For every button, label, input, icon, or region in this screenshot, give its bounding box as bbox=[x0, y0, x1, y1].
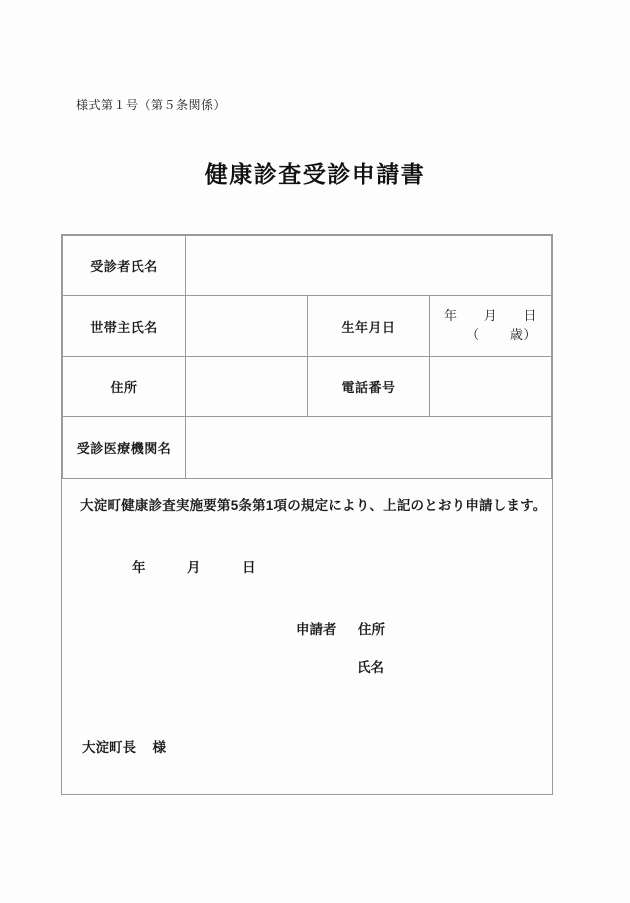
statement-section bbox=[62, 478, 552, 796]
row-label-birthdate: 生年月日 bbox=[308, 296, 430, 357]
table-row bbox=[63, 357, 552, 417]
date-year-unit: 年 bbox=[132, 560, 146, 575]
row-label-medical-institution: 受診医療機関名 bbox=[63, 417, 186, 479]
date-month-unit: 月 bbox=[187, 560, 201, 575]
statement-text: 大淀町健康診査実施要第5条第1項の規定により、上記のとおり申請します。 bbox=[80, 498, 547, 513]
form-number: 様式第１号（第５条関係） bbox=[76, 98, 227, 112]
row-label-phone: 電話番号 bbox=[308, 357, 430, 417]
field-medical-institution[interactable] bbox=[186, 417, 552, 479]
table-row bbox=[63, 236, 552, 296]
addressee-line bbox=[82, 736, 166, 756]
date-day-unit: 日 bbox=[242, 560, 256, 575]
row-label-householder-name: 世帯主氏名 bbox=[63, 296, 186, 357]
addressee-title: 大淀町長 bbox=[82, 740, 136, 755]
application-form-box bbox=[61, 234, 553, 795]
field-birthdate[interactable] bbox=[430, 296, 552, 357]
addressee-honorific: 様 bbox=[152, 740, 167, 755]
applicant-info-table bbox=[62, 235, 552, 479]
field-examinee-name[interactable] bbox=[186, 236, 552, 296]
table-row bbox=[63, 296, 552, 357]
table-row bbox=[63, 417, 552, 479]
applicant-address-label: 住所 bbox=[358, 622, 386, 637]
birthdate-ymd-line bbox=[430, 307, 551, 326]
submission-date-line[interactable] bbox=[132, 556, 256, 576]
row-label-examinee-name: 受診者氏名 bbox=[63, 236, 186, 296]
applicant-name-label[interactable]: 氏名 bbox=[357, 660, 384, 675]
page-title: 健康診査受診申請書 bbox=[204, 161, 426, 187]
applicant-address-line[interactable] bbox=[296, 618, 385, 638]
birthdate-age-line bbox=[430, 326, 551, 345]
birthdate-month-unit: 月 bbox=[483, 308, 498, 324]
row-label-address: 住所 bbox=[63, 357, 186, 417]
birthdate-year-unit: 年 bbox=[443, 308, 458, 324]
birthdate-day-unit: 日 bbox=[523, 308, 538, 324]
age-paren-open: （ bbox=[466, 327, 480, 342]
age-unit-close: 歳） bbox=[509, 327, 537, 342]
applicant-label: 申請者 bbox=[296, 622, 337, 637]
field-address[interactable] bbox=[186, 357, 308, 417]
field-phone[interactable] bbox=[430, 357, 552, 417]
field-householder-name[interactable] bbox=[186, 296, 308, 357]
